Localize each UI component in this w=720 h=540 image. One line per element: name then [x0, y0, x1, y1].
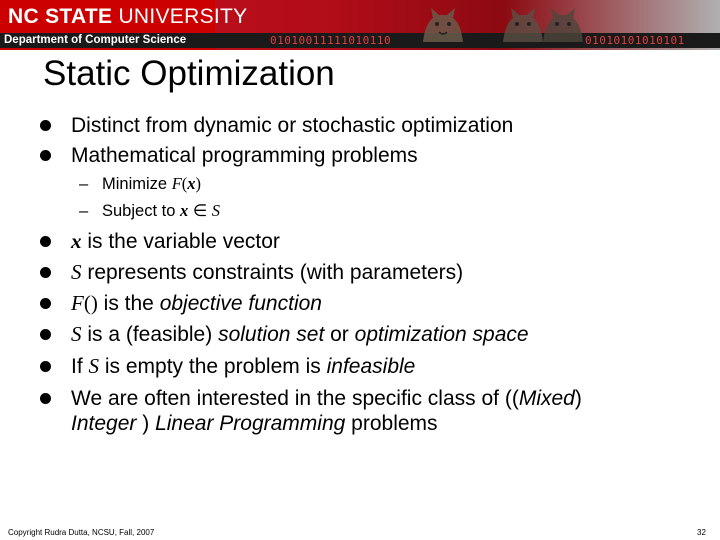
bullet-icon: [40, 267, 51, 278]
bullet-text: F() is the objective function: [71, 291, 322, 315]
page-number: 32: [697, 528, 706, 537]
department-name: Department of Computer Science: [4, 34, 187, 46]
university-name-light: UNIVERSITY: [118, 5, 248, 28]
copyright-footer: Copyright Rudra Dutta, NCSU, Fall, 2007: [8, 528, 155, 537]
bullet-text: x is the variable vector: [71, 229, 280, 253]
bullet-icon: [40, 236, 51, 247]
bullet-text: Distinct from dynamic or stochastic optimization: [71, 114, 514, 137]
sub-bullet-text: Subject to x ∈ S: [102, 201, 221, 220]
slide-title: Static Optimization: [43, 54, 335, 93]
dash-icon: –: [79, 202, 89, 220]
sub-bullet-text: Minimize F(x): [102, 174, 202, 193]
binary-decoration: 01010011111010110: [270, 34, 392, 47]
bullet-icon: [40, 361, 51, 372]
wolf-mascot-icon: [535, 2, 591, 46]
bullet-icon: [40, 120, 51, 131]
bullet-icon: [40, 298, 51, 309]
bullet-text: S represents constraints (with parameters): [71, 260, 464, 284]
dash-icon: –: [79, 175, 89, 193]
binary-decoration: 01010101010101: [585, 34, 685, 47]
bullet-text: If S is empty the problem is infeasible: [71, 354, 416, 378]
bullet-icon: [40, 393, 51, 404]
wolf-mascot-icon: [415, 2, 471, 46]
bullet-icon: [40, 150, 51, 161]
university-logo: [8, 5, 247, 29]
bullet-text: We are often interested in the specific class of ((Mixed) Integer ) Linear Programming problems: [71, 387, 582, 435]
bullet-text: Mathematical programming problems: [71, 144, 418, 167]
header-banner: [0, 0, 720, 50]
bullet-text: S is a (feasible) solution set or optimization space: [71, 322, 529, 346]
university-name-bold: NC STATE: [8, 5, 113, 28]
bullet-icon: [40, 329, 51, 340]
